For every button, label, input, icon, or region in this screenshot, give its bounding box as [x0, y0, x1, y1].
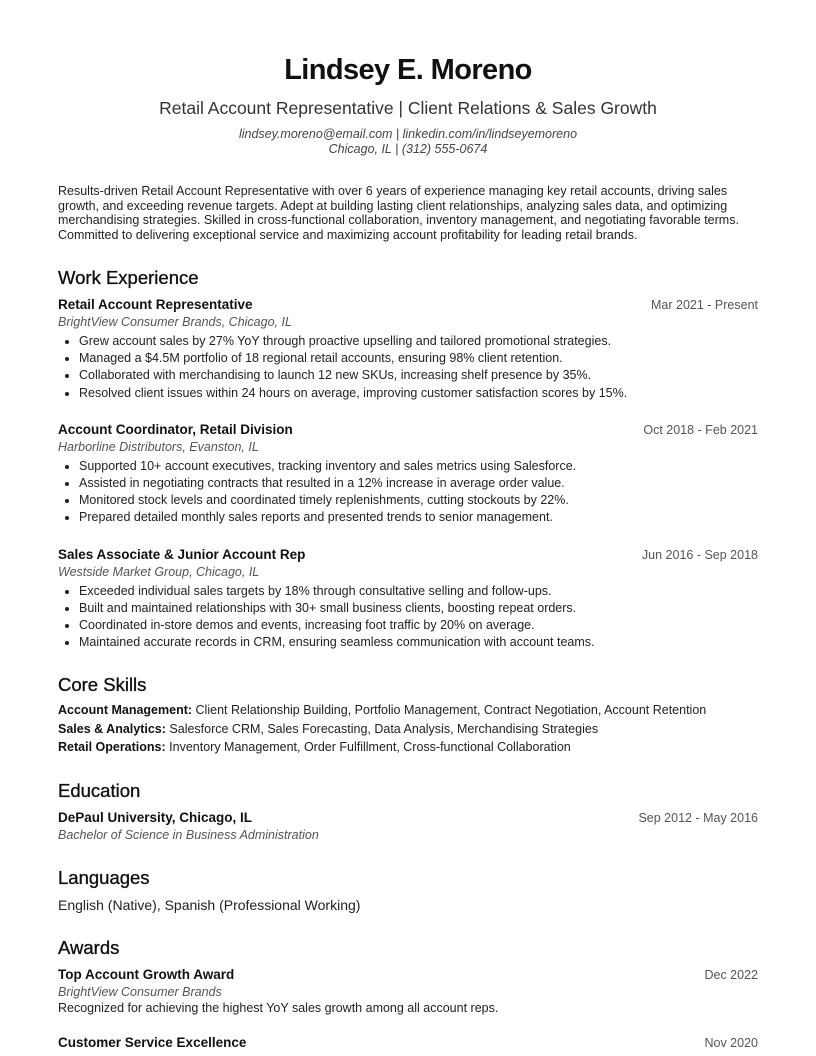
school-name: DePaul University, Chicago, IL [58, 809, 253, 825]
job-bullet: • Monitored stock levels and coordinated timely replenishments, cutting stockouts by 22%. [79, 492, 758, 509]
skill-list: Salesforce CRM, Sales Forecasting, Data Analysis, Merchandising Strategies [169, 721, 599, 736]
job-bullet: • Built and maintained relationships with 30+ small business clients, boosting repeat orders. [79, 600, 758, 617]
resume-page [58, 0, 758, 1052]
section-title-core-skills: Core Skills [58, 674, 147, 696]
work-experience-section [58, 266, 758, 651]
professional-summary: Results-driven Retail Account Representative with over 6 years of experience managing key retail accounts, driving sales growth, and exceeding revenue targets. Adept at building lasting client relationships, analyzing sales data, and optimizing merchandising strategies. Skilled in cross-functional collaboration, inventory management, and negotiating favorable terms. Committed to delivering exceptional service and maximizing account profitability for leading retail brands. [58, 184, 739, 242]
award-date: Dec 2022 [704, 967, 758, 982]
job-bullet: • Prepared detailed monthly sales reports and presented trends to senior management. [79, 509, 758, 526]
contact-line-email-linkedin: lindsey.moreno@email.com | linkedin.com/in/lindseyemoreno [238, 127, 578, 141]
job-bullet: • Supported 10+ account executives, tracking inventory and sales metrics using Salesforce. [79, 458, 758, 475]
degree: Bachelor of Science in Business Administration [58, 827, 319, 842]
skill-list: Client Relationship Building, Portfolio Management, Contract Negotiation, Account Retention [195, 703, 707, 718]
award-entry [58, 966, 758, 1016]
job-dates: Mar 2021 - Present [651, 298, 758, 312]
job-title: Account Coordinator, Retail Division [58, 421, 293, 437]
job-bullet: • Collaborated with merchandising to launch 12 new SKUs, increasing shelf presence by 35%. [79, 367, 758, 384]
languages-list: English (Native), Spanish (Professional Working) [58, 896, 361, 913]
job-bullet: • Managed a $4.5M portfolio of 18 regional retail accounts, ensuring 98% client retention. [79, 350, 758, 367]
skill-category: Account Management: [58, 703, 193, 718]
languages-section [58, 866, 758, 914]
skill-category: Sales & Analytics: [58, 721, 166, 736]
skill-row [58, 738, 758, 757]
award-date: Nov 2020 [704, 1035, 758, 1050]
award-title: Top Account Growth Award [58, 966, 235, 982]
award-organization: BrightView Consumer Brands [58, 984, 222, 999]
job-company: BrightView Consumer Brands, Chicago, IL [58, 315, 292, 329]
education-entry [58, 809, 758, 844]
skill-row [58, 701, 758, 720]
core-skills-section [58, 673, 758, 757]
section-title-awards: Awards [58, 936, 120, 958]
job-bullets [58, 458, 758, 527]
headline: Retail Account Representative | Client Relations & Sales Growth [159, 98, 657, 118]
job-company: Harborline Distributors, Evanston, IL [58, 439, 259, 454]
section-title-languages: Languages [58, 866, 150, 888]
education-section [58, 779, 758, 844]
job-bullet: • Exceeded individual sales targets by 18% through consultative selling and follow-ups. [79, 583, 758, 600]
job-bullet: • Coordinated in-store demos and events, increasing foot traffic by 20% on average. [79, 617, 758, 634]
job-bullet: • Assisted in negotiating contracts that resulted in a 12% increase in average order value. [79, 475, 758, 492]
job-bullet: • Maintained accurate records in CRM, ensuring seamless communication with account teams. [79, 634, 758, 651]
contact-info [58, 127, 758, 157]
skill-category: Retail Operations: [58, 740, 166, 755]
education-dates: Sep 2012 - May 2016 [638, 810, 758, 825]
job-title: Retail Account Representative [58, 297, 253, 312]
job-company: Westside Market Group, Chicago, IL [58, 564, 260, 579]
job-dates: Jun 2016 - Sep 2018 [641, 547, 758, 562]
job-bullets [58, 333, 758, 402]
skill-row [58, 720, 758, 739]
awards-section [58, 936, 758, 1052]
job-entry [58, 546, 758, 652]
job-dates: Oct 2018 - Feb 2021 [643, 422, 758, 437]
job-bullet: • Grew account sales by 27% YoY through proactive upselling and tailored promotional strategies. [79, 333, 758, 350]
candidate-name: Lindsey E. Moreno [284, 54, 532, 86]
award-entry [58, 1034, 758, 1052]
section-title-education: Education [58, 779, 141, 801]
resume-header [58, 0, 758, 157]
job-title: Sales Associate & Junior Account Rep [58, 546, 306, 562]
award-title: Customer Service Excellence [58, 1034, 247, 1050]
job-entry [58, 296, 758, 402]
skill-list: Inventory Management, Order Fulfillment, Cross-functional Collaboration [169, 740, 571, 755]
job-bullets [58, 583, 758, 652]
job-entry [58, 421, 758, 527]
section-title-work-experience: Work Experience [58, 267, 199, 288]
award-description: Recognized for achieving the highest YoY sales growth among all account reps. [58, 1000, 499, 1015]
contact-line-location-phone: Chicago, IL | (312) 555-0674 [328, 142, 488, 156]
job-bullet: • Resolved client issues within 24 hours on average, improving customer satisfaction scores by 15%. [79, 385, 758, 402]
